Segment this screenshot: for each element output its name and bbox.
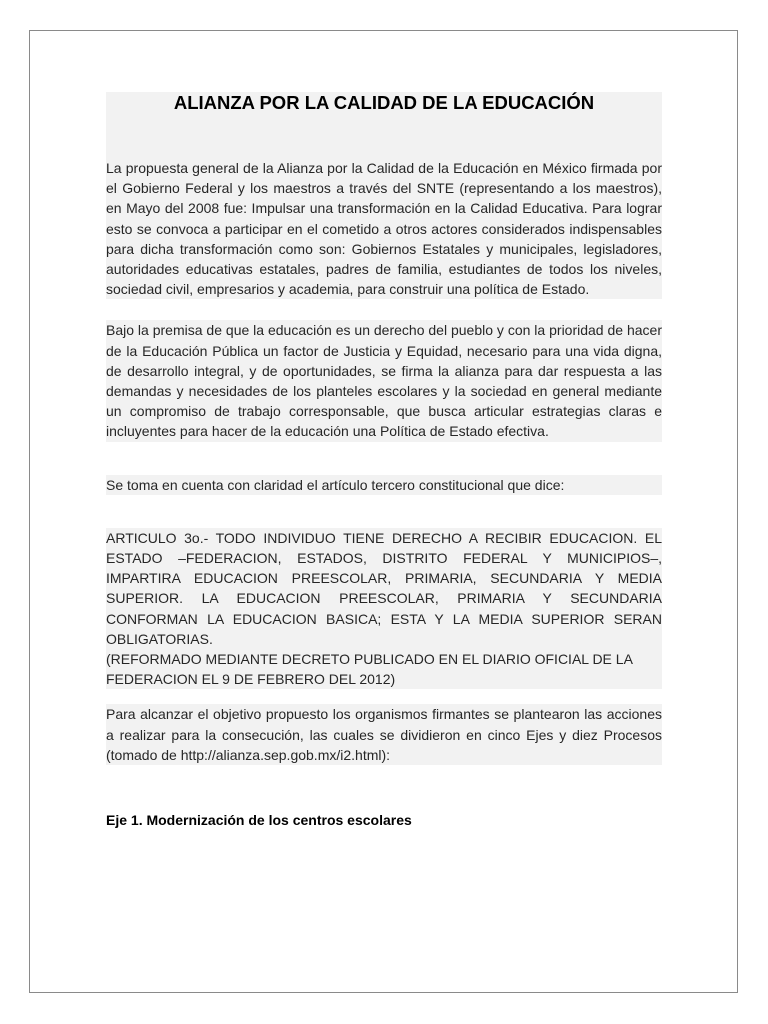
paragraph-premise: Bajo la premisa de que la educación es un derecho del pueblo y con la prioridad de hacer de la Educación Pública un factor de Justicia y Equidad, necesario para una vida digna, de desarrollo integral, y de oportunidades, se firma la alianza para dar respuesta a las demandas y necesidades de los planteles escolares y la sociedad en general mediante un compromiso de trabajo corresponsable, que busca articular estrategias claras e incluyentes para hacer de la educación una Política de Estado efectiva. (106, 320, 662, 441)
article-reform-note: (REFORMADO MEDIANTE DECRETO PUBLICADO EN EL DIARIO OFICIAL DE LA FEDERACION EL 9 DE FEBRERO DEL 2012) (106, 651, 633, 688)
paragraph-objectives: Para alcanzar el objetivo propuesto los organismos firmantes se plantearon las acciones a realizar para la consecución, las cuales se dividieron en cinco Ejes y diez Procesos (tomado de http://alianza.sep.gob.mx/i2.html): (106, 704, 662, 765)
article-text: ARTICULO 3o.- TODO INDIVIDUO TIENE DERECHO A RECIBIR EDUCACION. EL ESTADO –FEDERACION, ESTADOS, DISTRITO FEDERAL Y MUNICIPIOS–, IMPARTIRA EDUCACION PREESCOLAR, PRIMARIA, SECUNDARIA Y MEDIA SUPERIOR. LA EDUCACION PREESCOLAR, PRIMARIA Y SECUNDARIA CONFORMAN LA EDUCACION BASICA; ESTA Y LA MEDIA SUPERIOR SERAN OBLIGATORIAS. (106, 529, 662, 647)
article-quote (106, 528, 662, 690)
paragraph-article-intro: Se toma en cuenta con claridad el artículo tercero constitucional que dice: (106, 475, 662, 495)
paragraph-intro: La propuesta general de la Alianza por la Calidad de la Educación en México firmada por el Gobierno Federal y los maestros a través del SNTE (representando a los maestros), en Mayo del 2008 fue: Impulsar una transformación en la Calidad Educativa. Para lograr esto se convoca a participar en el cometido a otros actores considerados indispensables para dicha transformación como son: Gobiernos Estatales y municipales, legisladores, autoridades educativas estatales, padres de familia, estudiantes de todos los niveles, sociedad civil, empresarios y academia, para construir una política de Estado. (106, 158, 662, 299)
section-heading-eje-1: Eje 1. Modernización de los centros escolares (106, 812, 412, 829)
document-title: ALIANZA POR LA CALIDAD DE LA EDUCACIÓN (106, 92, 662, 158)
document-content (106, 92, 662, 830)
